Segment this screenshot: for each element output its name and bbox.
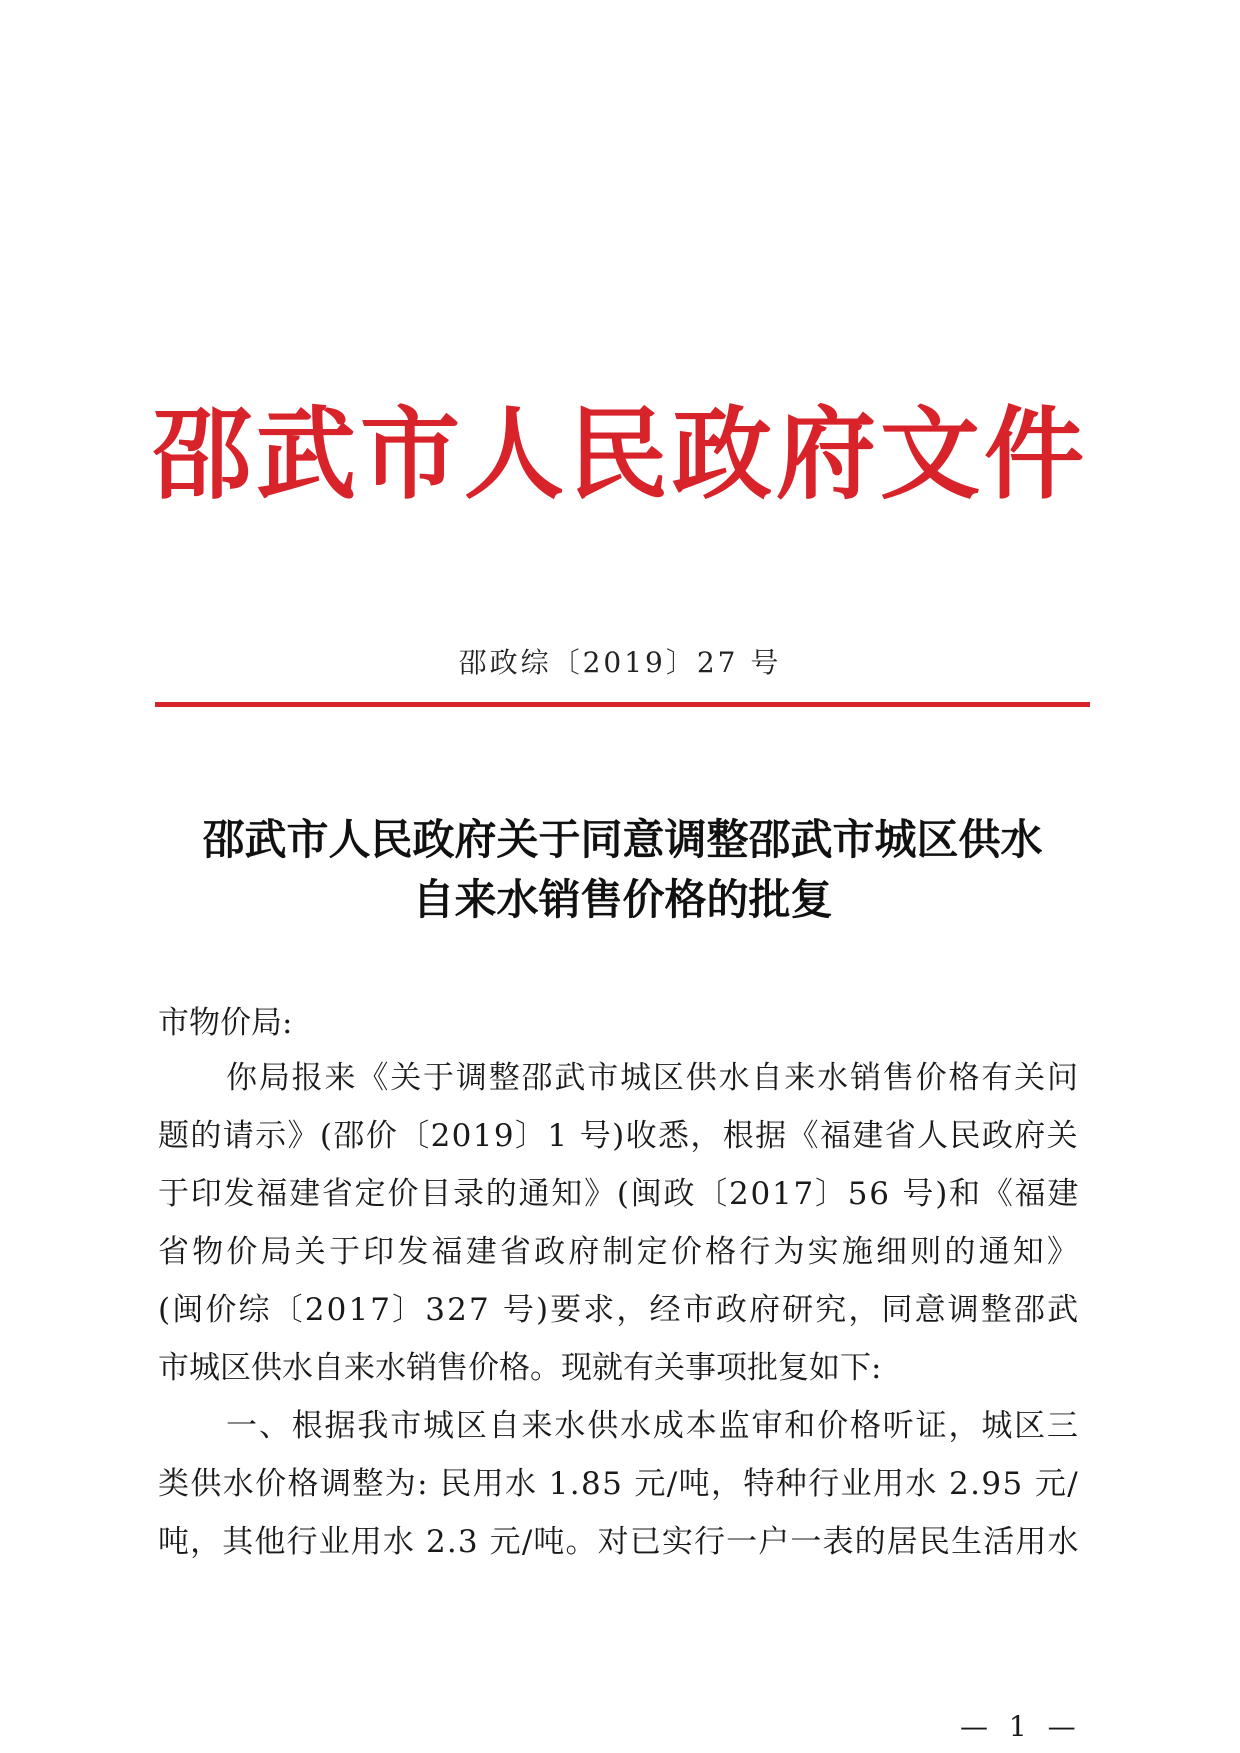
body-line-text: 市城区供水自来水销售价格。现就有关事项批复如下: [158,1350,882,1386]
document-title-line-2: 自来水销售价格的批复 [412,875,833,924]
red-divider-rule [155,702,1090,707]
body-line [158,1522,1078,1562]
body-line [158,1464,1078,1504]
page-number: — 1 — [960,1710,1082,1743]
body-line-text: (闽价综〔2017〕327 号)要求，经市政府研究，同意调整邵武 [158,1292,1081,1328]
body-line-text: 题的请示》(邵价〔2019〕1 号)收悉，根据《福建省人民政府关 [158,1118,1080,1154]
body-line [226,1058,1078,1098]
body-line-text: 你局报来《关于调整邵武市城区供水自来水销售价格有关问 [226,1060,1080,1096]
document-number: 邵政综〔2019〕27 号 [458,646,782,679]
body-line [158,1116,1078,1156]
document-title [150,810,1095,930]
document-title-line-1: 邵武市人民政府关于同意调整邵武市城区供水 [202,815,1043,864]
body-line [158,1348,1078,1388]
body-line-text: 类供水价格调整为: 民用水 1.85 元/吨，特种行业用水 2.95 元/ [158,1466,1080,1502]
body-line [226,1406,1078,1446]
body-line [158,1232,1082,1272]
body-line [158,1174,1081,1214]
masthead-title: 邵武市人民政府文件 [152,396,1088,513]
body-line [158,1290,1081,1330]
body-line-text: 于印发福建省定价目录的通知》(闽政〔2017〕56 号)和《福建 [158,1176,1081,1212]
body-line-text: 一、根据我市城区自来水供水成本监审和价格听证，城区三 [226,1408,1080,1444]
addressee: 市物价局: [158,1005,293,1041]
body-line-text: 省物价局关于印发福建省政府制定价格行为实施细则的通知》 [158,1234,1082,1270]
body-line-text: 吨，其他行业用水 2.3 元/吨。对已实行一户一表的居民生活用水 [158,1524,1080,1560]
